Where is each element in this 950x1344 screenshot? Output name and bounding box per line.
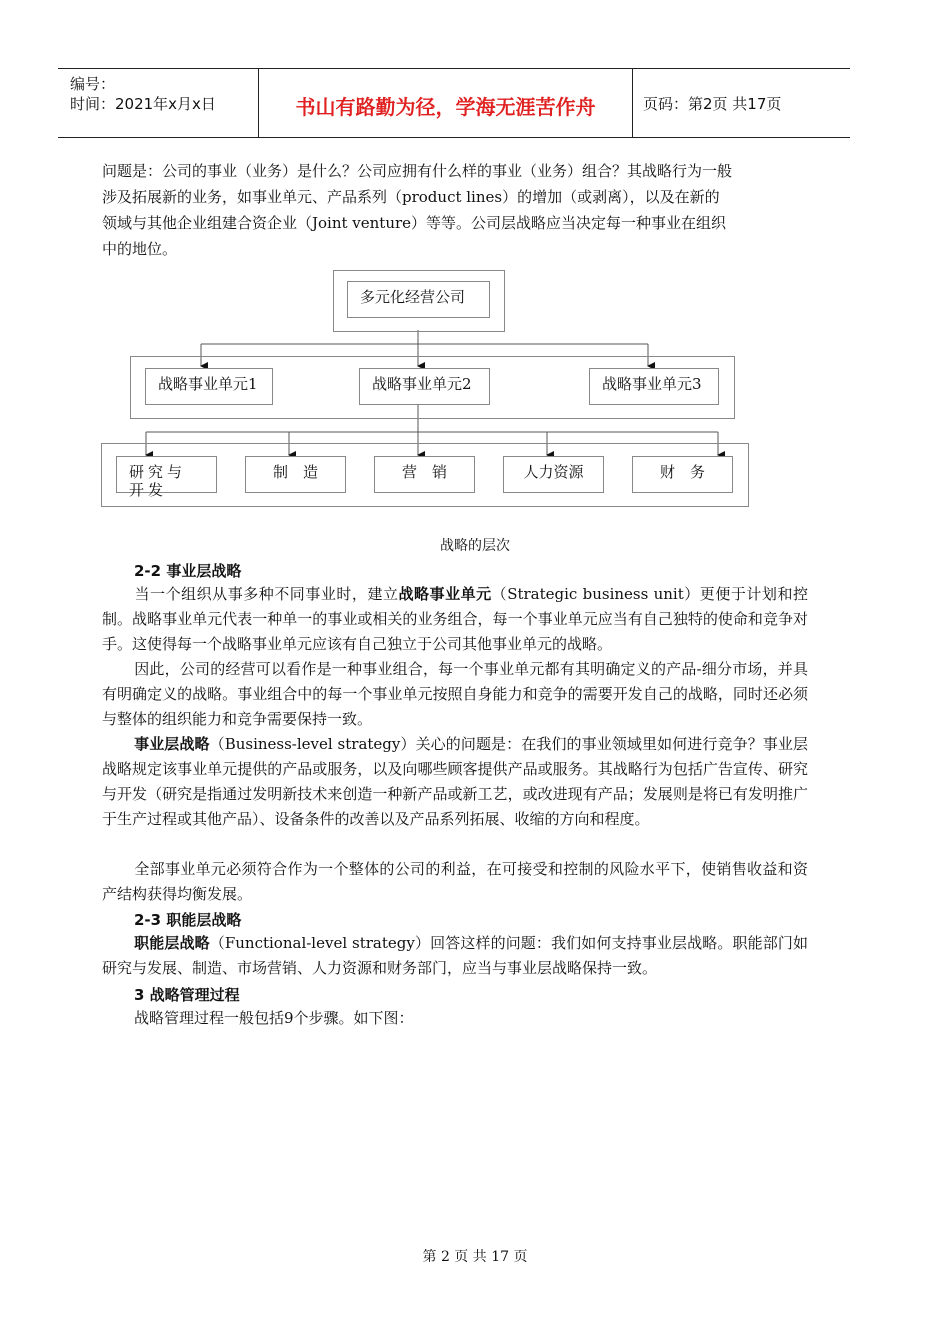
header-motto: 书山有路勤为径，学海无涯苦作舟 <box>295 95 596 119</box>
document-date: 时间：2021年x月x日 <box>70 95 216 113</box>
keyword: 事业层战略 <box>134 735 210 753</box>
paragraph-text: （Strategic business unit）更便于计划和控制。战略事业单元代表一种单一的事业或相关的业务组合，每一个事业单元应当有自己独特的使命和竞争对手。这使得每一个战略事业单元应该有自己独立于公司其他事业单元的战略。 <box>102 585 808 653</box>
function-box-marketing: 营 销 <box>374 456 475 493</box>
function-box-hr: 人力资源 <box>503 456 604 493</box>
paragraph <box>102 857 808 907</box>
page-footer: 第 2 页 共 17 页 <box>422 1249 528 1265</box>
intro-line: 涉及拓展新的业务，如事业单元、产品系列（product lines）的增加（或剥离），以及在新的 <box>102 188 720 206</box>
business-unit-box-3: 战略事业单元3 <box>589 368 719 405</box>
diagram-caption: 战略的层次 <box>440 538 510 554</box>
function-box-finance: 财 务 <box>632 456 733 493</box>
intro-line: 问题是：公司的事业（业务）是什么？公司应拥有什么样的事业（业务）组合？其战略行为一般 <box>102 162 733 180</box>
paragraph <box>102 657 808 732</box>
paragraph-text: 战略管理过程一般包括9个步骤。如下图： <box>134 1009 414 1027</box>
paragraph-text: 因此，公司的经营可以看作是一种事业组合，每一个事业单元都有其明确定义的产品-细分市场，并具有明确定义的战略。事业组合中的每一个事业单元按照自身能力和竞争的需要开发自己的战略，同时还必须与整体的组织能力和竞争需要保持一致。 <box>102 660 808 728</box>
corporate-box: 多元化经营公司 <box>347 281 490 318</box>
paragraph-text: 全部事业单元必须符合作为一个整体的公司的利益，在可接受和控制的风险水平下，使销售收益和资产结构获得均衡发展。 <box>102 860 808 903</box>
section-heading: 3 战略管理过程 <box>134 986 240 1004</box>
section-heading: 2-2 事业层战略 <box>134 562 242 580</box>
intro-line: 中的地位。 <box>102 240 178 258</box>
function-box-rd: 研究与开发 <box>116 456 217 493</box>
header-page-number: 页码：第2页 共17页 <box>643 95 782 113</box>
section-heading: 2-3 职能层战略 <box>134 911 242 929</box>
diagram-connectors <box>0 0 950 520</box>
keyword: 职能层战略 <box>134 934 210 952</box>
paragraph-text: （Business-level strategy）关心的问题是：在我们的事业领域里如何进行竞争？事业层战略规定该事业单元提供的产品或服务，以及向哪些顾客提供产品或服务。其战略行为包括广告宣传、研究与开发（研究是指通过发明新技术来创造一种新产品或新工艺，或改进现有产品；发展则是将已有发明推广于生产过程或其他产品）、设备条件的改善以及产品系列拓展、收缩的方向和程度。 <box>102 735 808 828</box>
paragraph <box>102 732 808 832</box>
paragraph-text: 当一个组织从事多种不同事业时，建立 <box>134 585 399 603</box>
business-unit-box-2: 战略事业单元2 <box>359 368 490 405</box>
function-box-manufacturing: 制 造 <box>245 456 346 493</box>
paragraph <box>102 582 808 657</box>
keyword: 战略事业单元 <box>398 585 492 603</box>
document-number-label: 编号： <box>70 75 116 93</box>
intro-line: 领域与其他企业组建合资企业（Joint venture）等等。公司层战略应当决定每一种事业在组织 <box>102 214 727 232</box>
paragraph <box>102 931 808 981</box>
paragraph-text: （Functional-level strategy）回答这样的问题：我们如何支持事业层战略。职能部门如研究与发展、制造、市场营销、人力资源和财务部门，应当与事业层战略保持一致。 <box>102 934 808 977</box>
business-unit-box-1: 战略事业单元1 <box>145 368 273 405</box>
paragraph <box>102 1006 808 1031</box>
